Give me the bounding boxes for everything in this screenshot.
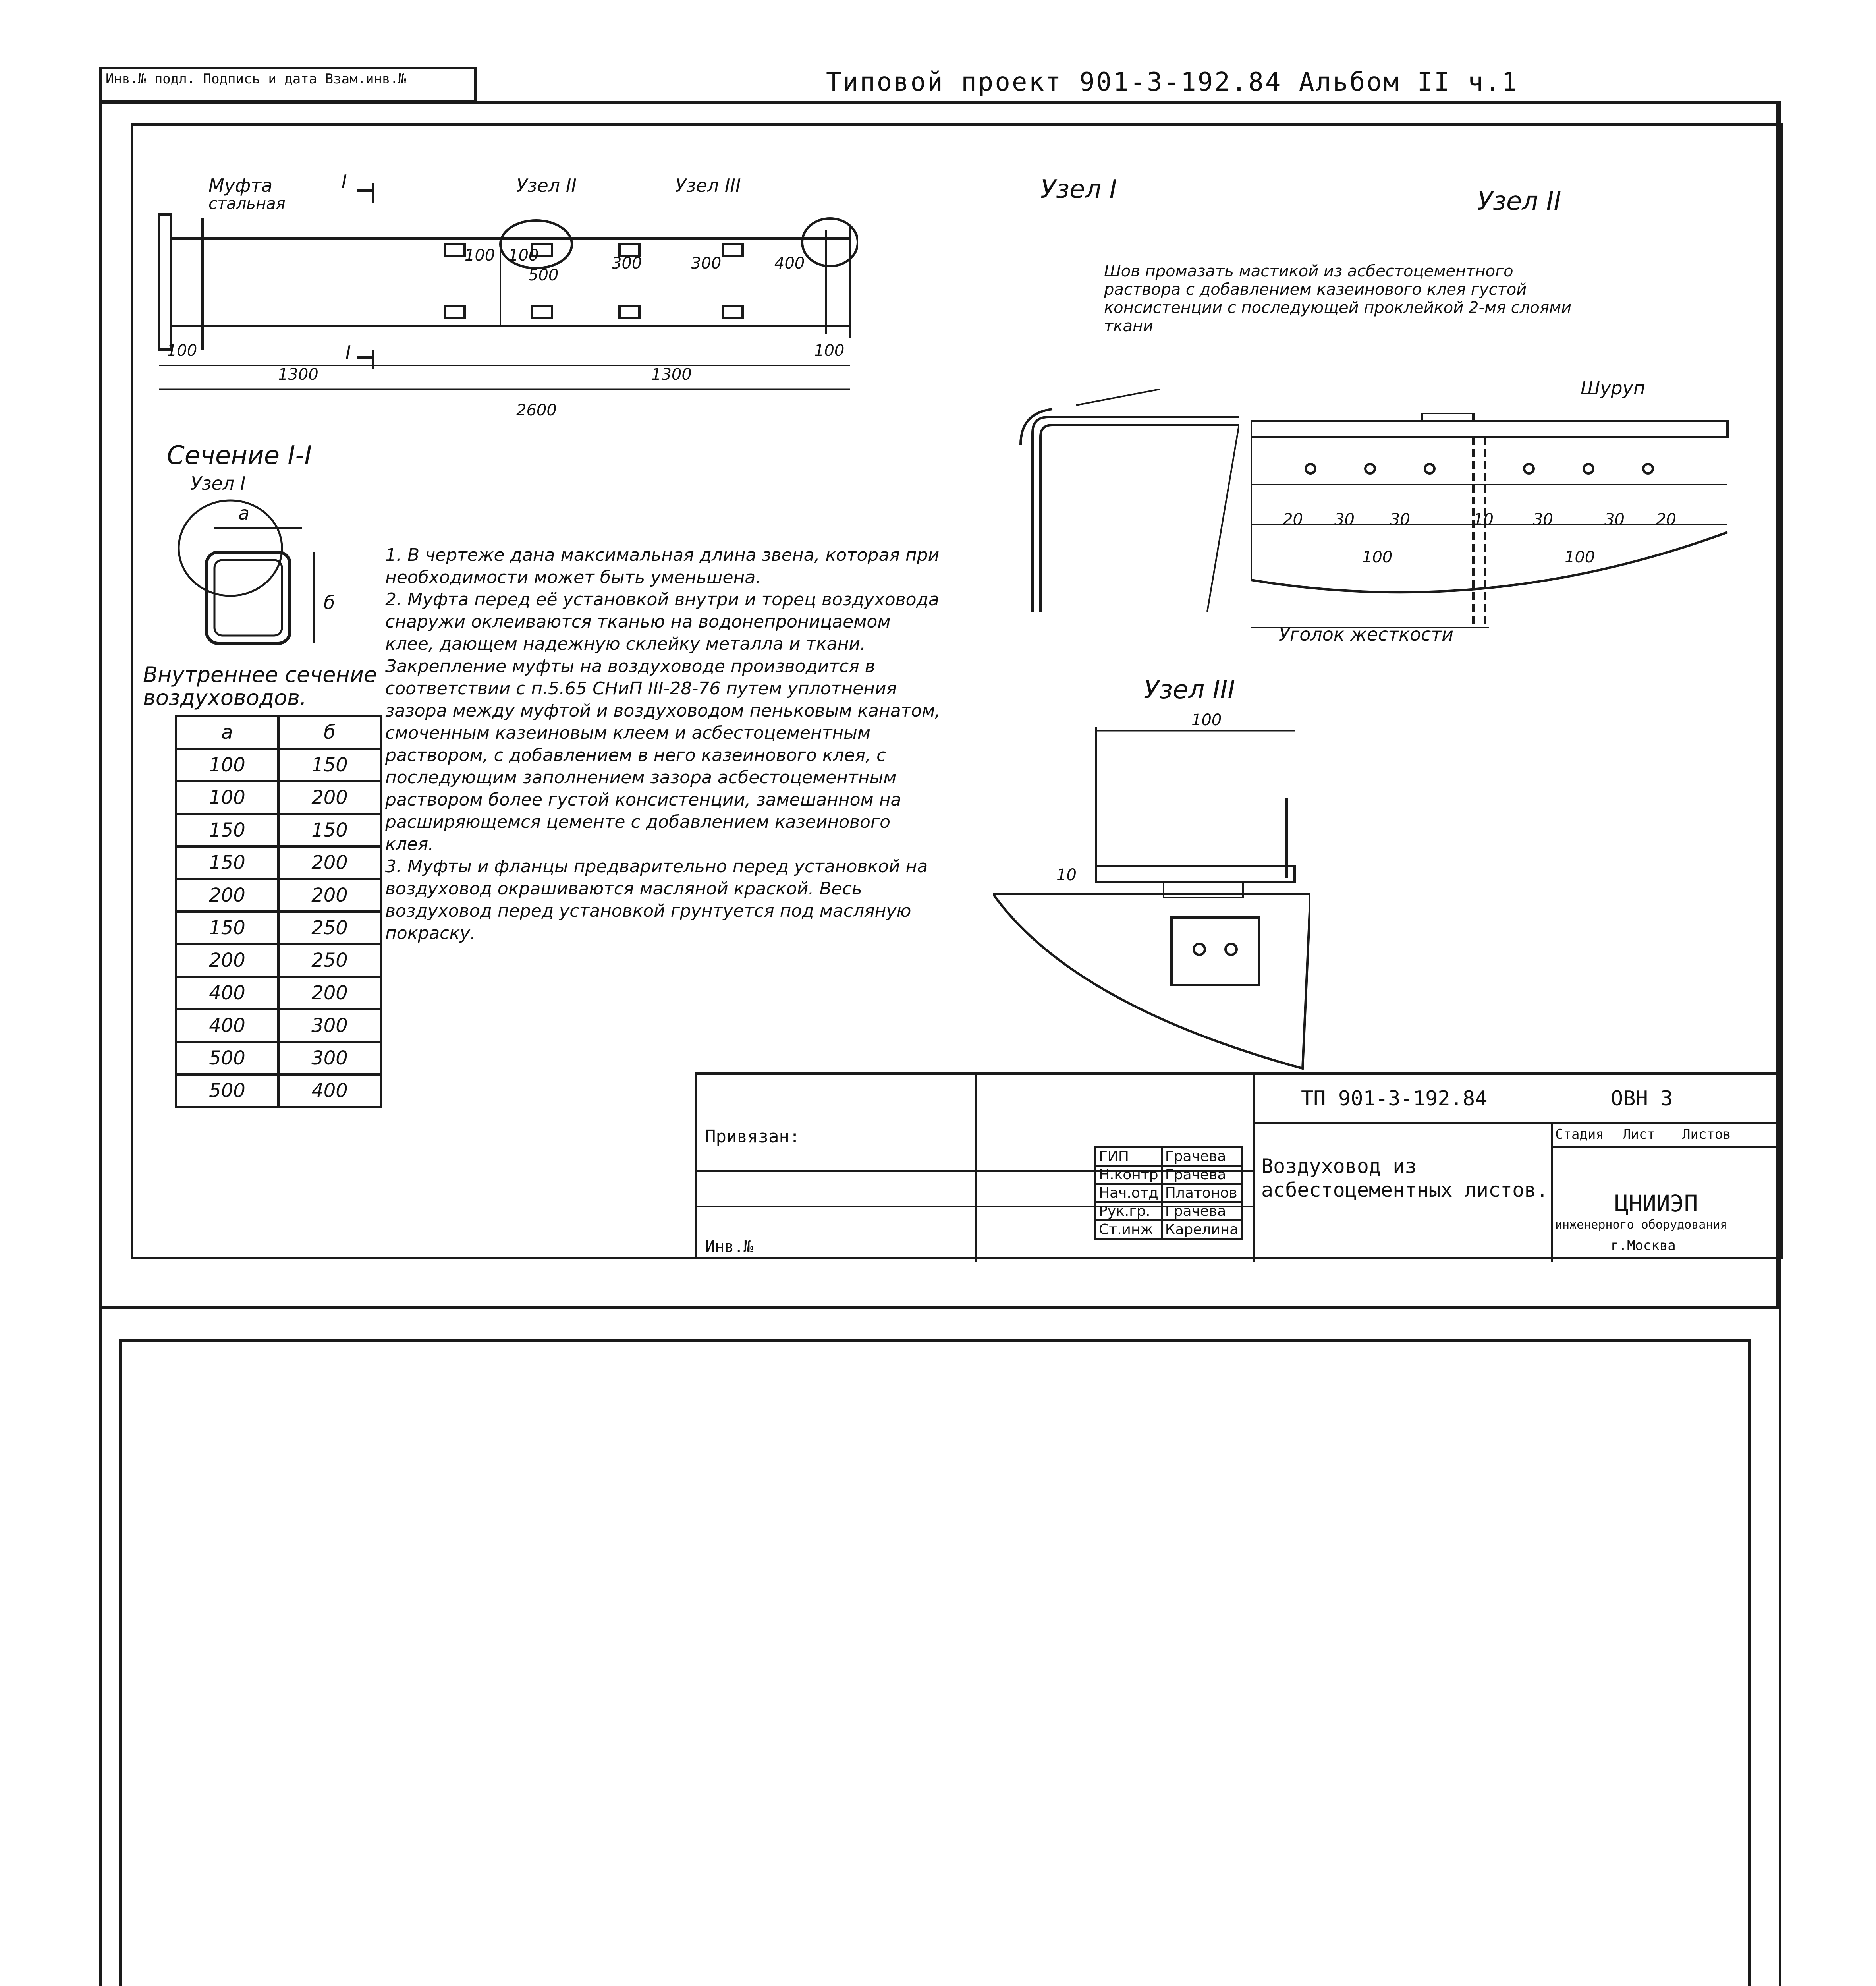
lower-frame bbox=[119, 1339, 1751, 1986]
role: ГИП bbox=[1096, 1148, 1162, 1166]
inv-label: Инв.№ bbox=[705, 1238, 753, 1256]
table-row bbox=[1096, 1148, 1242, 1166]
table-row bbox=[176, 944, 381, 977]
node2-dim-1: 20 bbox=[1283, 510, 1303, 529]
stage-header: Стадия bbox=[1555, 1126, 1604, 1142]
section-dim-b: б bbox=[324, 592, 335, 613]
table-row bbox=[1096, 1166, 1242, 1184]
name: Грачева bbox=[1162, 1148, 1242, 1166]
table-row bbox=[1096, 1184, 1242, 1202]
org-name: ЦНИИЭП bbox=[1615, 1190, 1698, 1217]
cell-b: 300 bbox=[278, 1009, 381, 1042]
dim-1300-a: 1300 bbox=[278, 365, 318, 384]
dim-100-right: 100 bbox=[814, 342, 845, 360]
cell-a: 150 bbox=[176, 912, 278, 944]
cell-a: 200 bbox=[176, 879, 278, 912]
table-row bbox=[176, 846, 381, 879]
role: Рук.гр. bbox=[1096, 1202, 1162, 1221]
cell-b: 150 bbox=[278, 814, 381, 846]
section-node1-label: Узел I bbox=[191, 473, 246, 494]
node2-dim-2: 30 bbox=[1334, 510, 1355, 529]
dim-top-3: 500 bbox=[528, 266, 559, 284]
section-dim-a: a bbox=[238, 502, 250, 524]
node2-dim-6: 30 bbox=[1604, 510, 1625, 529]
bound-label: Привязан: bbox=[705, 1126, 800, 1147]
cell-b: 250 bbox=[278, 912, 381, 944]
elevation-node3-label: Узел III bbox=[675, 175, 741, 196]
title-block bbox=[695, 1072, 1779, 1259]
org-subtitle: инженерного оборудования bbox=[1555, 1218, 1727, 1232]
cell-b: 200 bbox=[278, 879, 381, 912]
right-margin-line bbox=[1779, 101, 1781, 1986]
node2-dim-100-b: 100 bbox=[1565, 548, 1595, 566]
elevation-node2-label: Узел II bbox=[516, 175, 577, 196]
section-profile-drawing bbox=[171, 496, 338, 663]
node3-dim-10: 10 bbox=[1056, 866, 1077, 884]
node2-dim-100-a: 100 bbox=[1362, 548, 1393, 566]
top-left-stamp: Инв.№ подл. Подпись и дата Взам.инв.№ bbox=[99, 67, 477, 102]
dim-top-2: 100 bbox=[508, 246, 539, 265]
role: Нач.отд bbox=[1096, 1184, 1162, 1202]
cell-a: 400 bbox=[176, 1009, 278, 1042]
drawing-title: Воздуховод из асбестоцементных листов. bbox=[1261, 1155, 1548, 1202]
inner-section-caption: Внутреннее сечение воздуховодов. bbox=[143, 662, 377, 710]
cell-a: 500 bbox=[176, 1042, 278, 1074]
cell-a: 150 bbox=[176, 814, 278, 846]
cell-b: 250 bbox=[278, 944, 381, 977]
name: Карелина bbox=[1162, 1221, 1242, 1239]
cell-b: 300 bbox=[278, 1042, 381, 1074]
node2-dim-5: 30 bbox=[1533, 510, 1553, 529]
node1-drawing bbox=[1009, 389, 1239, 612]
note-3: 3. Муфты и фланцы предварительно перед установкой на воздуховод окрашиваются масляной краской. Весь воздуховод перед установкой грунтуется под масляную покраску. bbox=[385, 856, 928, 943]
cell-a: 500 bbox=[176, 1074, 278, 1107]
dim-top-6: 400 bbox=[774, 254, 805, 272]
signature-table bbox=[1094, 1146, 1243, 1240]
section-table-header-a: a bbox=[176, 716, 278, 749]
project-code: ТП 901-3-192.84 bbox=[1301, 1087, 1488, 1111]
note-2: 2. Муфта перед её установкой внутри и торец воздуховода снаружи оклеиваются тканью на водонепроницаемом клее, дающем надежную склейку металла и ткани. Закрепление муфты на воздуховоде производится в соответствии с п.5.65 СНиП III-28-76 путем уплотнения зазора между муфтой и воздуховодом пеньковым канатом, смоченным казеиновым клеем и асбестоцементным раствором, с добавлением в него казеинового клея, с последующим заполнением зазора асбестоцементным раствором более густой консистенции, замешанном на расширяющемся цементе с добавлением казеинового клея. bbox=[385, 589, 941, 854]
section-table bbox=[175, 715, 382, 1108]
table-row bbox=[176, 1074, 381, 1107]
screw-label: Шуруп bbox=[1581, 377, 1645, 399]
node2-title: Узел II bbox=[1477, 187, 1561, 216]
cell-b: 150 bbox=[278, 749, 381, 781]
role: Ст.инж bbox=[1096, 1221, 1162, 1239]
mufta-sub-label: стальная bbox=[208, 195, 286, 213]
cell-a: 150 bbox=[176, 846, 278, 879]
project-mark: ОВН 3 bbox=[1611, 1087, 1673, 1111]
name: Платонов bbox=[1162, 1184, 1242, 1202]
table-row bbox=[176, 781, 381, 814]
name: Грачева bbox=[1162, 1166, 1242, 1184]
note-1: 1. В чертеже дана максимальная длина звена, которая при необходимости может быть уменьшена. bbox=[385, 545, 940, 587]
section-mark-bottom: I bbox=[345, 342, 351, 363]
node1-title: Узел I bbox=[1040, 175, 1117, 204]
table-row bbox=[176, 1009, 381, 1042]
table-row bbox=[176, 1042, 381, 1074]
dim-2600: 2600 bbox=[516, 401, 557, 419]
dim-top-5: 300 bbox=[691, 254, 722, 272]
sheets-header: Листов bbox=[1682, 1126, 1731, 1142]
dim-top-1: 100 bbox=[465, 246, 495, 265]
section-title: Сечение I-I bbox=[167, 441, 312, 470]
cell-a: 100 bbox=[176, 781, 278, 814]
table-row bbox=[176, 814, 381, 846]
node3-dim-100: 100 bbox=[1191, 711, 1222, 729]
node1-seam-note: Шов промазать мастикой из асбестоцементного раствора с добавлением казеинового клея густой консистенции с последующей проклейкой 2-мя слоями ткани bbox=[1104, 262, 1572, 335]
table-row bbox=[176, 977, 381, 1009]
dim-top-4: 300 bbox=[612, 254, 642, 272]
table-row bbox=[176, 912, 381, 944]
cell-b: 400 bbox=[278, 1074, 381, 1107]
corner-label: Уголок жесткости bbox=[1279, 624, 1454, 645]
mufta-label: Муфта bbox=[208, 175, 273, 196]
section-mark-top: I bbox=[342, 171, 347, 192]
name: Грачева bbox=[1162, 1202, 1242, 1221]
role: Н.контр bbox=[1096, 1166, 1162, 1184]
left-margin-line bbox=[99, 101, 102, 1986]
org-city: г.Москва bbox=[1611, 1238, 1676, 1254]
cell-b: 200 bbox=[278, 781, 381, 814]
section-table-header-b: б bbox=[278, 716, 381, 749]
node2-dim-3: 30 bbox=[1390, 510, 1410, 529]
node2-dim-7: 20 bbox=[1656, 510, 1676, 529]
table-row bbox=[176, 879, 381, 912]
dim-100-left: 100 bbox=[167, 342, 197, 360]
table-row bbox=[176, 749, 381, 781]
table-row bbox=[1096, 1221, 1242, 1239]
cell-b: 200 bbox=[278, 977, 381, 1009]
node3-title: Узел III bbox=[1144, 675, 1235, 705]
cell-a: 200 bbox=[176, 944, 278, 977]
sheet-header: Лист bbox=[1623, 1126, 1655, 1142]
cell-a: 100 bbox=[176, 749, 278, 781]
cell-b: 200 bbox=[278, 846, 381, 879]
notes-block bbox=[385, 544, 941, 945]
table-row bbox=[1096, 1202, 1242, 1221]
cell-a: 400 bbox=[176, 977, 278, 1009]
node2-dim-4: 10 bbox=[1473, 510, 1494, 529]
project-title: Типовой проект 901-3-192.84 Альбом II ч.1 bbox=[826, 68, 1519, 97]
section-table-header bbox=[176, 716, 381, 749]
node3-drawing bbox=[993, 727, 1310, 1084]
dim-1300-b: 1300 bbox=[651, 365, 692, 384]
